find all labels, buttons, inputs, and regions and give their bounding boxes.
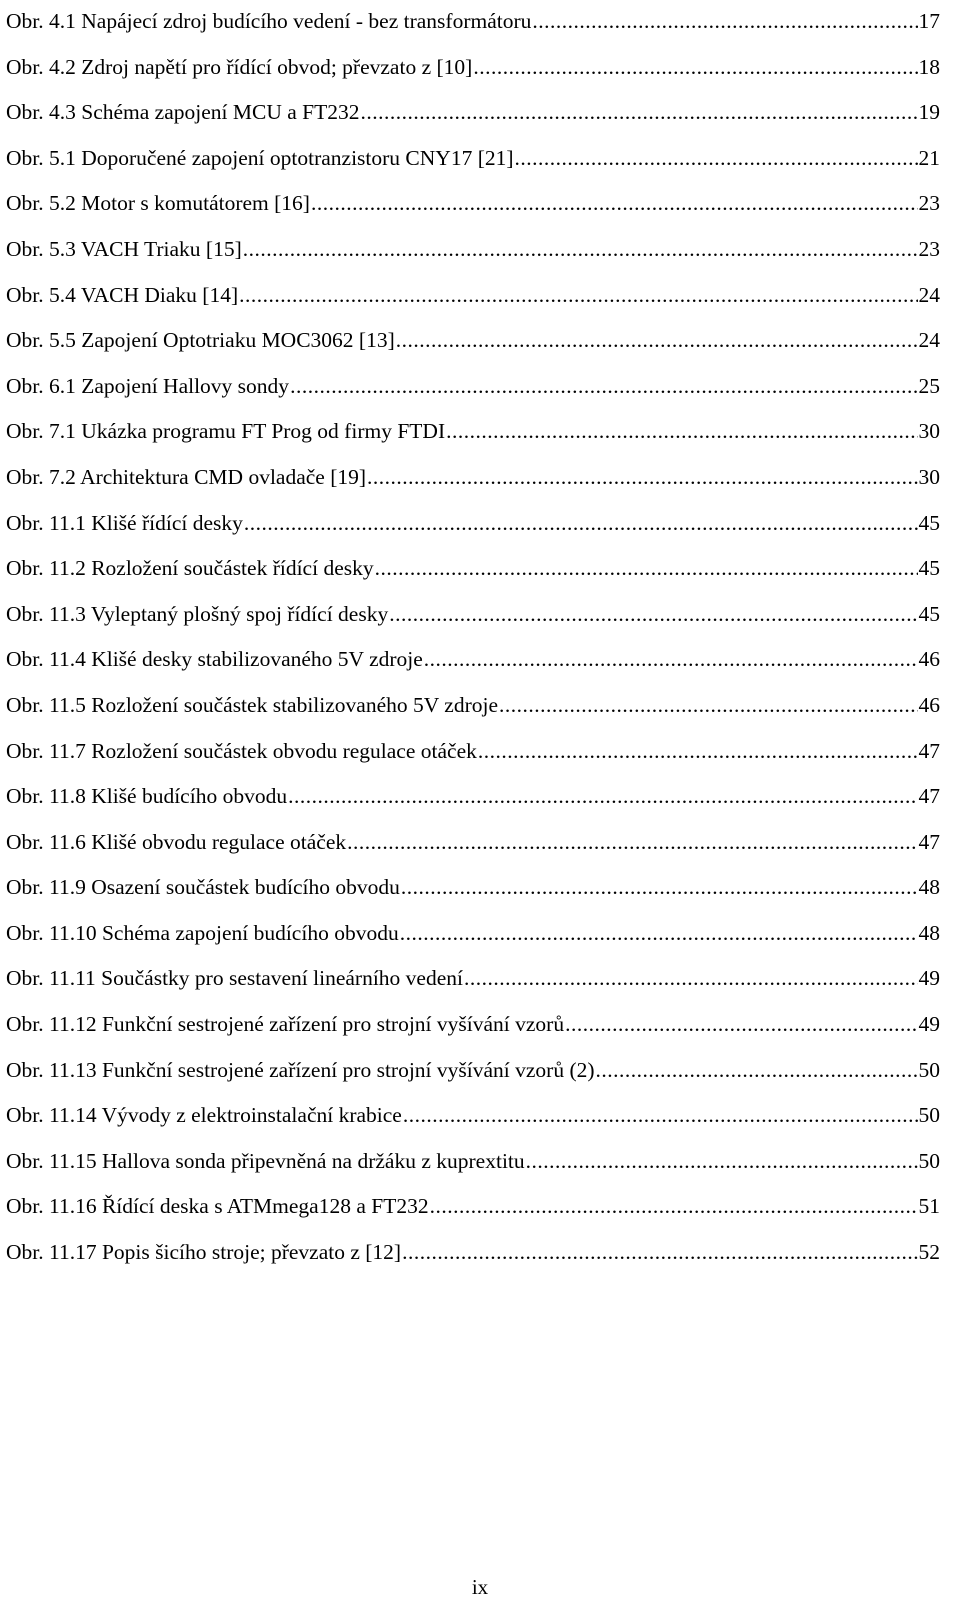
toc-entry-title: Obr. 11.6 Klišé obvodu regulace otáček	[6, 829, 347, 854]
list-of-figures	[6, 0, 940, 1277]
toc-entry-page-number: 46	[918, 647, 940, 672]
dot-leader	[361, 92, 918, 132]
toc-entry[interactable]	[6, 638, 940, 684]
toc-entry-page-number: 23	[918, 191, 940, 216]
toc-entry-title: Obr. 11.1 Klišé řídící desky	[6, 510, 243, 535]
toc-entry-page-number: 19	[918, 100, 940, 125]
toc-entry-title: Obr. 7.2 Architektura CMD ovladače [19]	[6, 464, 367, 489]
toc-entry-page-number: 47	[918, 784, 940, 809]
toc-entry[interactable]	[6, 91, 940, 137]
toc-entry[interactable]	[6, 46, 940, 92]
dot-leader	[430, 1186, 918, 1226]
toc-entry-page-number: 23	[918, 236, 940, 261]
toc-entry-page-number: 18	[918, 54, 940, 79]
toc-entry[interactable]	[6, 684, 940, 730]
toc-entry-page-number: 50	[918, 1057, 940, 1082]
toc-entry-page-number: 45	[918, 556, 940, 581]
toc-entry-title: Obr. 11.16 Řídící deska s ATMmega128 a FT232	[6, 1194, 429, 1219]
toc-entry-title: Obr. 11.13 Funkční sestrojené zařízení pro strojní vyšívání vzorů (2)	[6, 1057, 595, 1082]
toc-entry-page-number: 49	[918, 966, 940, 991]
toc-entry-title: Obr. 5.5 Zapojení Optotriaku MOC3062 [13]	[6, 328, 395, 353]
dot-leader	[367, 457, 917, 497]
toc-entry-title: Obr. 11.3 Vyleptaný plošný spoj řídící desky	[6, 601, 389, 626]
dot-leader	[311, 183, 918, 223]
toc-entry-title: Obr. 5.4 VACH Diaku [14]	[6, 282, 239, 307]
dot-leader	[596, 1050, 918, 1090]
toc-entry-page-number: 52	[918, 1240, 940, 1265]
toc-entry-title: Obr. 11.5 Rozložení součástek stabilizovaného 5V zdroje	[6, 692, 498, 717]
toc-entry-page-number: 46	[918, 692, 940, 717]
dot-leader	[288, 776, 917, 816]
dot-leader	[396, 320, 918, 360]
toc-entry[interactable]	[6, 1231, 940, 1277]
toc-entry-title: Obr. 4.3 Schéma zapojení MCU a FT232	[6, 100, 360, 125]
toc-entry[interactable]	[6, 1049, 940, 1095]
toc-entry-title: Obr. 11.12 Funkční sestrojené zařízení pro strojní vyšívání vzorů	[6, 1012, 565, 1037]
toc-entry[interactable]	[6, 775, 940, 821]
toc-entry[interactable]	[6, 1003, 940, 1049]
toc-entry-page-number: 48	[918, 875, 940, 900]
toc-entry-title: Obr. 11.11 Součástky pro sestavení lineárního vedení	[6, 966, 463, 991]
dot-leader	[402, 1232, 917, 1272]
toc-entry-page-number: 47	[918, 738, 940, 763]
toc-entry-page-number: 21	[918, 145, 940, 170]
toc-entry[interactable]	[6, 365, 940, 411]
toc-entry-page-number: 24	[918, 282, 940, 307]
toc-entry-page-number: 51	[918, 1194, 940, 1219]
toc-entry-page-number: 49	[918, 1012, 940, 1037]
toc-entry-title: Obr. 4.2 Zdroj napětí pro řídící obvod; převzato z [10]	[6, 54, 473, 79]
toc-entry[interactable]	[6, 866, 940, 912]
dot-leader	[532, 1, 917, 41]
toc-entry-page-number: 48	[918, 920, 940, 945]
toc-entry[interactable]	[6, 912, 940, 958]
dot-leader	[446, 411, 917, 451]
dot-leader	[478, 731, 918, 771]
toc-entry-title: Obr. 11.2 Rozložení součástek řídící desky	[6, 556, 374, 581]
dot-leader	[403, 1095, 918, 1135]
toc-entry[interactable]	[6, 0, 940, 46]
dot-leader	[401, 867, 918, 907]
toc-entry[interactable]	[6, 821, 940, 867]
toc-entry[interactable]	[6, 730, 940, 776]
toc-entry-title: Obr. 5.3 VACH Triaku [15]	[6, 236, 242, 261]
toc-entry[interactable]	[6, 547, 940, 593]
dot-leader	[347, 822, 917, 862]
toc-entry[interactable]	[6, 502, 940, 548]
toc-entry-title: Obr. 4.1 Napájecí zdroj budícího vedení - bez transformátoru	[6, 9, 532, 33]
toc-entry[interactable]	[6, 137, 940, 183]
toc-entry[interactable]	[6, 1140, 940, 1186]
toc-entry[interactable]	[6, 319, 940, 365]
toc-entry-page-number: 17	[918, 9, 940, 33]
toc-entry-page-number: 25	[918, 373, 940, 398]
toc-entry-page-number: 30	[918, 464, 940, 489]
toc-entry-page-number: 30	[918, 419, 940, 444]
toc-entry-title: Obr. 11.7 Rozložení součástek obvodu regulace otáček	[6, 738, 477, 763]
toc-entry-page-number: 50	[918, 1103, 940, 1128]
toc-entry-title: Obr. 11.10 Schéma zapojení budícího obvodu	[6, 920, 399, 945]
toc-entry-title: Obr. 11.9 Osazení součástek budícího obvodu	[6, 875, 400, 900]
toc-entry-page-number: 45	[918, 510, 940, 535]
toc-entry-title: Obr. 11.8 Klišé budícího obvodu	[6, 784, 288, 809]
dot-leader	[473, 47, 917, 87]
toc-entry[interactable]	[6, 1185, 940, 1231]
dot-leader	[526, 1141, 918, 1181]
dot-leader	[424, 639, 918, 679]
toc-entry-title: Obr. 6.1 Zapojení Hallovy sondy	[6, 373, 290, 398]
dot-leader	[464, 958, 918, 998]
toc-entry-title: Obr. 11.4 Klišé desky stabilizovaného 5V zdroje	[6, 647, 423, 672]
toc-entry-title: Obr. 7.1 Ukázka programu FT Prog od firmy FTDI	[6, 419, 446, 444]
toc-entry-title: Obr. 11.14 Vývody z elektroinstalační krabice	[6, 1103, 402, 1128]
dot-leader	[400, 913, 918, 953]
toc-entry-page-number: 47	[918, 829, 940, 854]
page-number: ix	[471, 1575, 489, 1599]
dot-leader	[389, 594, 917, 634]
dot-leader	[375, 548, 918, 588]
toc-entry[interactable]	[6, 228, 940, 274]
toc-entry[interactable]	[6, 593, 940, 639]
toc-entry[interactable]	[6, 182, 940, 228]
toc-entry-page-number: 24	[918, 328, 940, 353]
toc-entry-page-number: 50	[918, 1148, 940, 1173]
dot-leader	[515, 138, 918, 178]
dot-leader	[243, 229, 918, 269]
toc-entry[interactable]	[6, 410, 940, 456]
dot-leader	[499, 685, 918, 725]
dot-leader	[239, 275, 917, 315]
toc-entry[interactable]	[6, 1094, 940, 1140]
toc-entry-title: Obr. 5.1 Doporučené zapojení optotranzistoru CNY17 [21]	[6, 145, 514, 170]
toc-entry-title: Obr. 5.2 Motor s komutátorem [16]	[6, 191, 310, 216]
toc-entry[interactable]	[6, 957, 940, 1003]
toc-entry-title: Obr. 11.15 Hallova sonda připevněná na držáku z kuprextitu	[6, 1148, 525, 1173]
dot-leader	[244, 503, 918, 543]
toc-entry[interactable]	[6, 274, 940, 320]
dot-leader	[565, 1004, 917, 1044]
dot-leader	[290, 366, 917, 406]
toc-entry[interactable]	[6, 456, 940, 502]
toc-entry-page-number: 45	[918, 601, 940, 626]
toc-entry-title: Obr. 11.17 Popis šicího stroje; převzato z [12]	[6, 1240, 402, 1265]
